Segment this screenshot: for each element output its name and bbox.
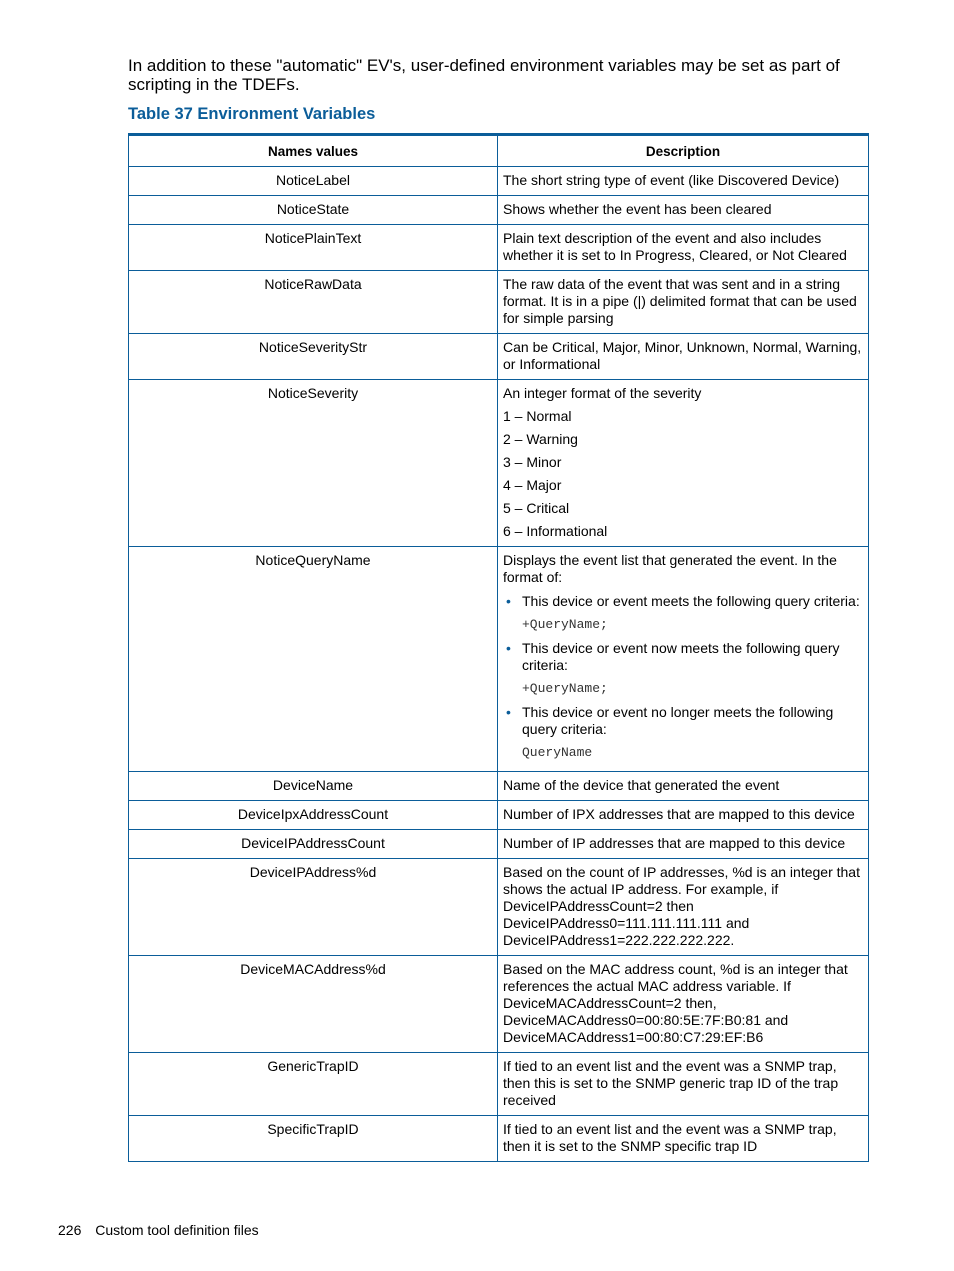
bullet-icon: •	[506, 593, 511, 609]
variable-name: NoticeLabel	[129, 167, 498, 196]
bullet-icon: •	[506, 640, 511, 656]
severity-level: 3 – Minor	[503, 454, 562, 470]
variable-description: Name of the device that generated the event	[498, 772, 869, 801]
variable-name: GenericTrapID	[129, 1053, 498, 1116]
variable-name: NoticeQueryName	[129, 547, 498, 772]
variable-description: Based on the count of IP addresses, %d is an integer that shows the actual IP address. For example, if DeviceIPAddressCount=2 then DeviceIPAddress0=111.111.111.111 and DeviceIPAddress1=222.222.222.222.	[498, 859, 869, 956]
table-header-row	[129, 135, 869, 167]
query-bullet-item	[503, 640, 863, 697]
variable-name: NoticeState	[129, 196, 498, 225]
query-intro: Displays the event list that generated the event. In the format of:	[503, 552, 837, 585]
variable-description: If tied to an event list and the event was a SNMP trap, then this is set to the SNMP generic trap ID of the trap received	[498, 1053, 869, 1116]
table-row	[129, 271, 869, 334]
table-row	[129, 859, 869, 956]
footer-section-title: Custom tool definition files	[95, 1222, 259, 1238]
query-code: QueryName	[522, 745, 593, 760]
page-number: 226	[58, 1222, 82, 1238]
variable-name: DeviceMACAddress%d	[129, 956, 498, 1053]
intro-paragraph: In addition to these "automatic" EV's, user-defined environment variables may be set as part of scripting in the TDEFs.	[128, 56, 840, 94]
severity-level: 4 – Major	[503, 477, 562, 493]
query-bullet-text: This device or event now meets the following query criteria:	[522, 640, 840, 673]
variable-name: NoticeSeverityStr	[129, 334, 498, 380]
variable-name: NoticePlainText	[129, 225, 498, 271]
query-code: +QueryName;	[522, 617, 608, 632]
variable-description: Number of IPX addresses that are mapped to this device	[498, 801, 869, 830]
table-row	[129, 196, 869, 225]
table-row	[129, 1053, 869, 1116]
variable-name: DeviceIPAddress%d	[129, 859, 498, 956]
severity-level: 1 – Normal	[503, 408, 572, 424]
bullet-icon: •	[506, 704, 511, 720]
variable-description: Plain text description of the event and also includes whether it is set to In Progress, Cleared, or Not Cleared	[498, 225, 869, 271]
variable-name: NoticeSeverity	[129, 380, 498, 547]
variable-description: Based on the MAC address count, %d is an integer that references the actual MAC address variable. If DeviceMACAddressCount=2 then, DeviceMACAddress0=00:80:5E:7F:B0:81 and DeviceMACAddress1=00:80:C7:29:EF:B6	[498, 956, 869, 1053]
variable-description: The short string type of event (like Discovered Device)	[498, 167, 869, 196]
table-row	[129, 334, 869, 380]
query-bullet-item	[503, 704, 863, 761]
page-footer	[58, 1222, 259, 1238]
severity-level: 6 – Informational	[503, 523, 608, 539]
variable-description: Can be Critical, Major, Minor, Unknown, Normal, Warning, or Informational	[498, 334, 869, 380]
table-row	[129, 830, 869, 859]
header-description: Description	[498, 135, 869, 167]
variable-name: NoticeRawData	[129, 271, 498, 334]
severity-level: 2 – Warning	[503, 431, 578, 447]
variable-description	[498, 380, 869, 547]
variable-name: SpecificTrapID	[129, 1116, 498, 1162]
variable-description	[498, 547, 869, 772]
environment-variables-table	[128, 133, 869, 1162]
header-names-values: Names values	[129, 135, 498, 167]
query-bullet-item	[503, 593, 863, 633]
variable-name: DeviceName	[129, 772, 498, 801]
query-code: +QueryName;	[522, 681, 608, 696]
table-row	[129, 380, 869, 547]
severity-intro: An integer format of the severity	[503, 385, 702, 401]
table-row	[129, 547, 869, 772]
query-bullet-text: This device or event meets the following query criteria:	[522, 593, 860, 609]
variable-description: The raw data of the event that was sent and in a string format. It is in a pipe (|) delimited format that can be used for simple parsing	[498, 271, 869, 334]
variable-name: DeviceIpxAddressCount	[129, 801, 498, 830]
table-row	[129, 225, 869, 271]
table-row	[129, 1116, 869, 1162]
variable-description: If tied to an event list and the event was a SNMP trap, then it is set to the SNMP specific trap ID	[498, 1116, 869, 1162]
table-caption: Table 37 Environment Variables	[128, 105, 376, 123]
table-row	[129, 167, 869, 196]
table-row	[129, 956, 869, 1053]
variable-description: Number of IP addresses that are mapped to this device	[498, 830, 869, 859]
severity-level: 5 – Critical	[503, 500, 570, 516]
query-bullet-text: This device or event no longer meets the following query criteria:	[522, 704, 834, 737]
table-row	[129, 801, 869, 830]
variable-description: Shows whether the event has been cleared	[498, 196, 869, 225]
variable-name: DeviceIPAddressCount	[129, 830, 498, 859]
table-row	[129, 772, 869, 801]
